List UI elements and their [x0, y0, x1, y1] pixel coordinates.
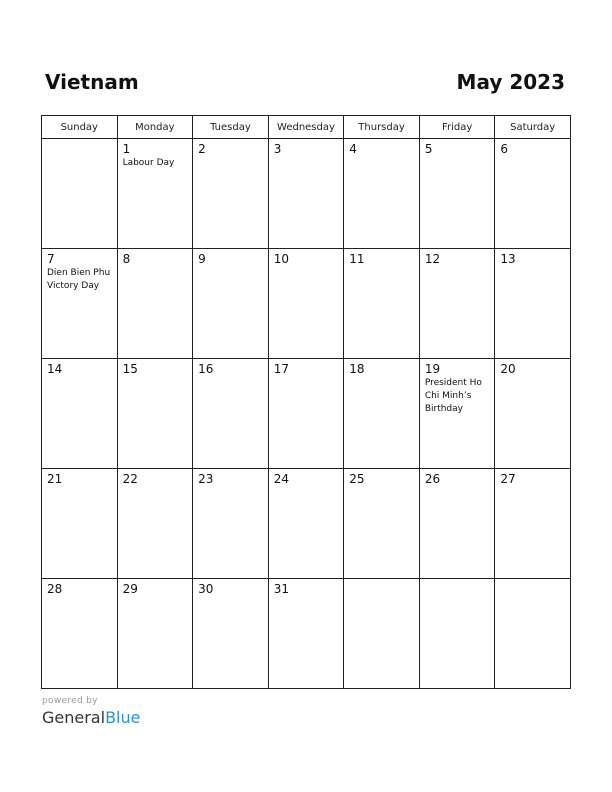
day-number: 18 [349, 362, 365, 376]
day-cell-content [193, 469, 268, 486]
country-title: Vietnam [45, 70, 139, 94]
day-cell [42, 359, 118, 469]
day-cell [419, 139, 495, 249]
footer-branding [42, 696, 140, 727]
day-cell-content [420, 359, 495, 416]
day-cell-content [269, 469, 344, 486]
week-row [42, 469, 571, 579]
day-cell [419, 249, 495, 359]
day-cell-content [420, 579, 495, 582]
brand-blue-text: Blue [105, 708, 141, 727]
day-cell [495, 469, 571, 579]
day-cell [419, 579, 495, 689]
day-number: 9 [198, 252, 206, 266]
holiday-label: President Ho Chi Minh’s Birthday [424, 378, 482, 414]
day-cell [193, 139, 269, 249]
calendar-grid [41, 115, 571, 689]
day-number: 25 [349, 472, 365, 486]
day-cell [117, 139, 193, 249]
day-cell [117, 469, 193, 579]
day-cell-content [344, 139, 419, 156]
day-cell [495, 249, 571, 359]
day-cell-content [193, 139, 268, 156]
day-number: 5 [424, 142, 433, 156]
day-cell-content [42, 579, 117, 596]
day-number: 19 [424, 362, 441, 376]
day-number: 13 [500, 252, 516, 266]
brand-general-text: General [42, 708, 106, 727]
day-cell [268, 139, 344, 249]
day-number: 29 [122, 582, 138, 596]
day-number: 24 [273, 472, 289, 486]
day-number: 14 [47, 362, 63, 376]
day-cell-content [118, 469, 193, 486]
day-cell [42, 139, 118, 249]
day-number: 21 [47, 472, 63, 486]
day-number: 10 [273, 252, 289, 266]
day-number: 20 [500, 362, 516, 376]
day-cell-content [42, 469, 117, 486]
day-cell [117, 579, 193, 689]
day-cell-content [269, 249, 344, 266]
weekday-header: Friday [419, 116, 495, 139]
day-cell [495, 579, 571, 689]
day-cell-content [42, 249, 117, 293]
day-cell [344, 139, 420, 249]
weekday-header: Tuesday [193, 116, 269, 139]
day-cell [268, 249, 344, 359]
day-cell-content [42, 359, 117, 376]
day-cell-content [495, 249, 570, 266]
day-cell-content [118, 139, 193, 170]
holiday-label: Dien Bien Phu Victory Day [47, 268, 111, 291]
day-cell-content [42, 139, 117, 142]
day-number: 11 [349, 252, 365, 266]
day-number: 28 [47, 582, 63, 596]
day-cell [117, 359, 193, 469]
day-cell-content [118, 579, 193, 596]
day-cell [419, 359, 495, 469]
weekday-header-row [42, 116, 571, 139]
day-cell [42, 579, 118, 689]
day-cell [193, 249, 269, 359]
day-cell-content [495, 139, 570, 156]
day-cell [344, 469, 420, 579]
day-cell-content [269, 139, 344, 156]
day-cell [495, 139, 571, 249]
day-cell-content [269, 579, 344, 596]
day-cell [268, 469, 344, 579]
day-number: 1 [122, 142, 131, 156]
day-cell-content [344, 359, 419, 376]
day-cell [193, 579, 269, 689]
day-cell-content [344, 469, 419, 486]
day-cell-content [344, 249, 419, 266]
day-number: 3 [273, 142, 282, 156]
day-cell [344, 249, 420, 359]
day-cell-content [269, 359, 344, 376]
day-number: 31 [273, 582, 289, 596]
day-cell [495, 359, 571, 469]
day-number: 4 [349, 142, 357, 156]
day-cell-content [495, 469, 570, 486]
day-number: 30 [198, 582, 214, 596]
weekday-header: Saturday [495, 116, 571, 139]
day-number: 17 [273, 362, 289, 376]
day-cell [344, 359, 420, 469]
day-cell-content [344, 579, 419, 582]
weekday-header: Monday [117, 116, 193, 139]
day-cell [344, 579, 420, 689]
week-row [42, 139, 571, 249]
day-number: 22 [122, 472, 138, 486]
day-cell-content [420, 469, 495, 486]
weekday-header: Wednesday [268, 116, 344, 139]
day-cell [117, 249, 193, 359]
day-number: 23 [198, 472, 214, 486]
day-number: 2 [198, 142, 206, 156]
day-cell-content [118, 359, 193, 376]
day-cell [193, 359, 269, 469]
day-cell [42, 249, 118, 359]
month-year-title: May 2023 [456, 70, 565, 94]
generalblue-logo [42, 708, 140, 727]
day-cell-content [193, 249, 268, 266]
day-cell [268, 359, 344, 469]
day-number: 7 [47, 252, 55, 266]
day-number: 16 [198, 362, 214, 376]
day-cell-content [420, 139, 495, 156]
day-cell-content [495, 359, 570, 376]
day-cell-content [420, 249, 495, 266]
week-row [42, 359, 571, 469]
day-cell [42, 469, 118, 579]
day-number: 6 [500, 142, 509, 156]
weekday-header: Sunday [42, 116, 118, 139]
week-row [42, 579, 571, 689]
holiday-label: Labour Day [122, 158, 175, 168]
day-cell-content [495, 579, 570, 582]
day-number: 8 [122, 252, 131, 266]
day-number: 15 [122, 362, 138, 376]
day-cell [268, 579, 344, 689]
day-cell-content [193, 579, 268, 596]
day-number: 12 [424, 252, 441, 266]
day-cell [419, 469, 495, 579]
day-cell-content [118, 249, 193, 266]
powered-by-label: powered by [42, 696, 98, 706]
day-number: 27 [500, 472, 516, 486]
weekday-header: Thursday [344, 116, 420, 139]
day-number: 26 [424, 472, 441, 486]
day-cell-content [193, 359, 268, 376]
day-cell [193, 469, 269, 579]
week-row [42, 249, 571, 359]
